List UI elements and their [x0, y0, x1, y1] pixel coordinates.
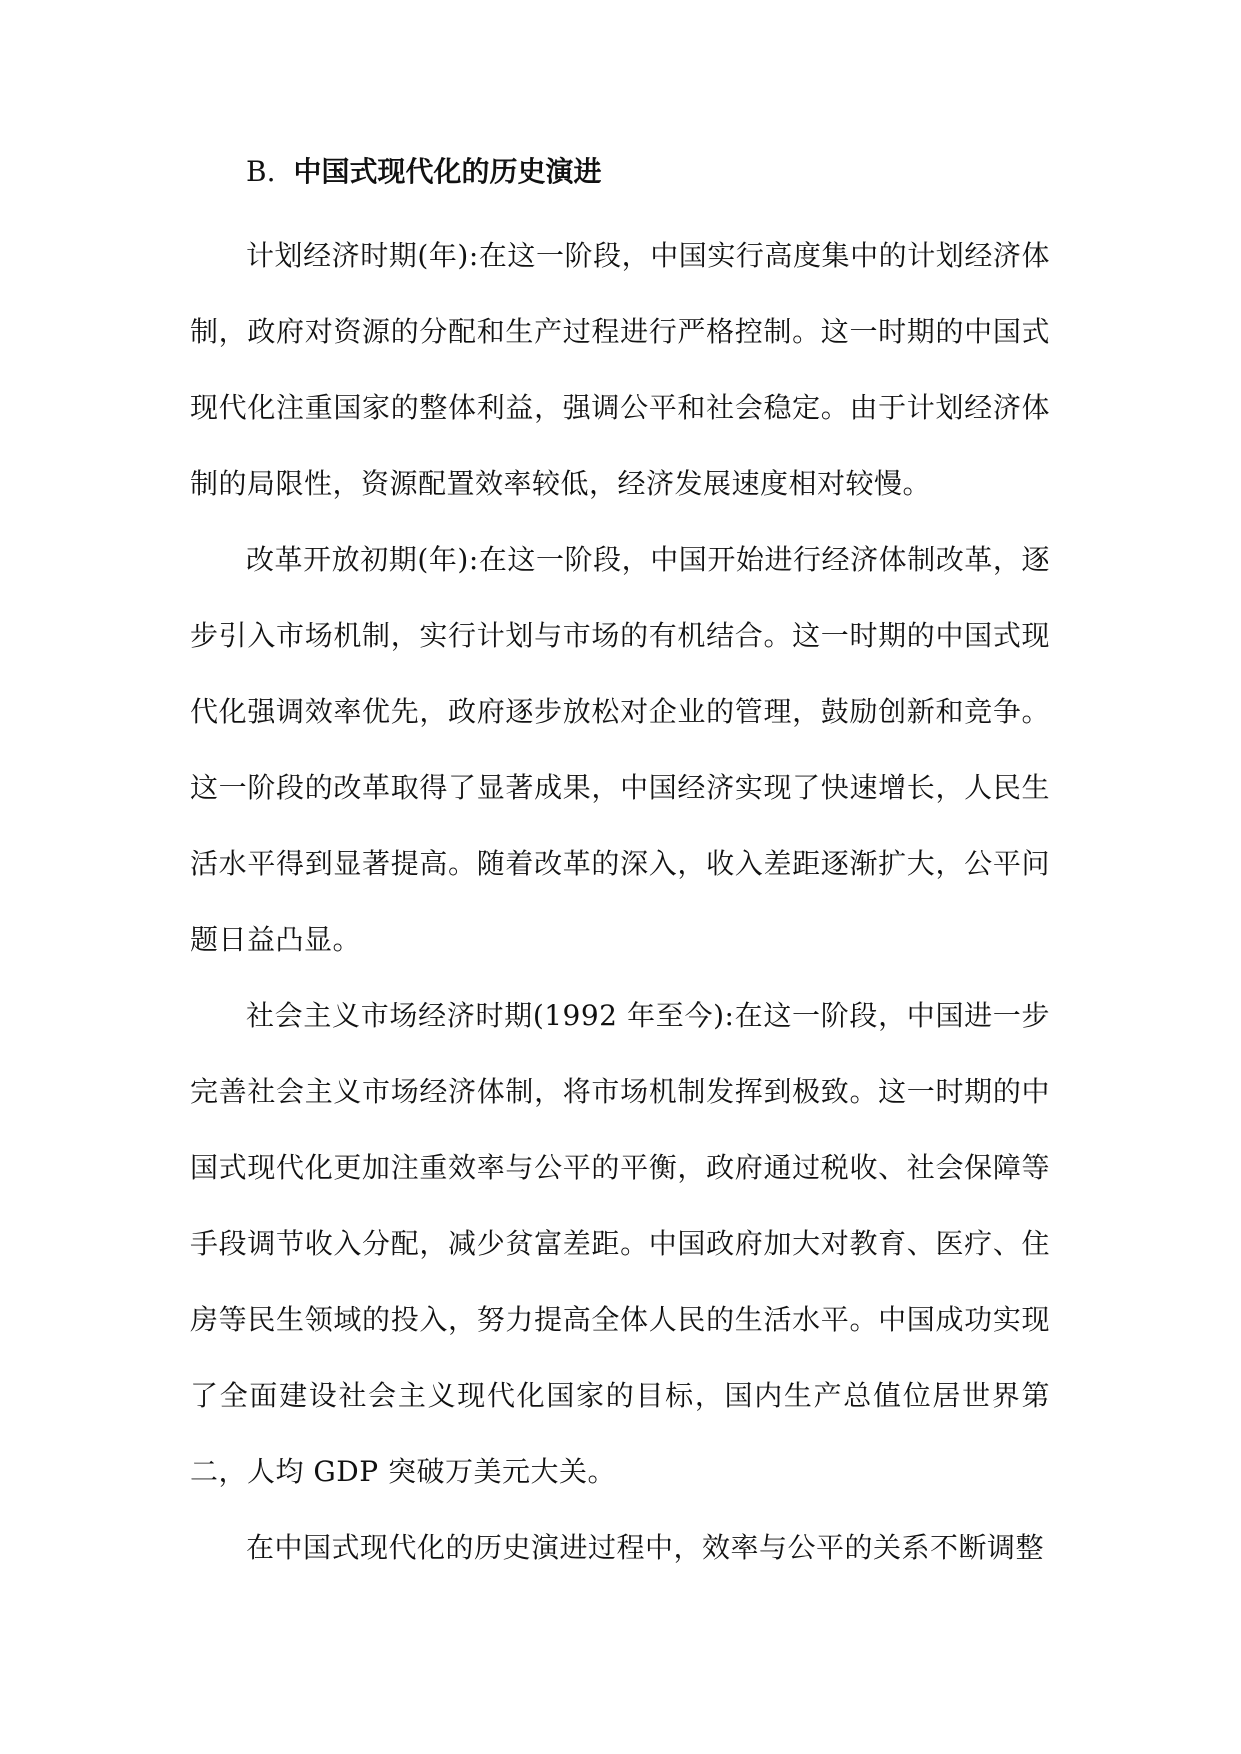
paragraph-reform-opening: 改革开放初期(年):在这一阶段，中国开始进行经济体制改革，逐步引入市场机制，实行计划与市场的有机结合。这一时期的中国式现代化强调效率优先，政府逐步放松对企业的管理，鼓励创新和竞争。这一阶段的改革取得了显著成果，中国经济实现了快速增长，人民生活水平得到显著提高。随着改革的深入，收入差距逐渐扩大，公平问题日益凸显。 — [190, 543, 1050, 956]
paragraph-efficiency-fairness: 在中国式现代化的历史演进过程中，效率与公平的关系不断调整 — [246, 1531, 1045, 1564]
section-title: 中国式现代化的历史演进 — [293, 155, 602, 188]
paragraph-planned-economy: 计划经济时期(年):在这一阶段，中国实行高度集中的计划经济体制，政府对资源的分配和生产过程进行严格控制。这一时期的中国式现代化注重国家的整体利益，强调公平和社会稳定。由于计划经济体制的局限性，资源配置效率较低，经济发展速度相对较慢。 — [190, 239, 1050, 500]
paragraph-socialist-market-economy: 社会主义市场经济时期(1992 年至今):在这一阶段，中国进一步完善社会主义市场经济体制，将市场机制发挥到极致。这一时期的中国式现代化更加注重效率与公平的平衡，政府通过税收、社会保障等手段调节收入分配，减少贫富差距。中国政府加大对教育、医疗、住房等民生领域的投入，努力提高全体人民的生活水平。中国成功实现了全面建设社会主义现代化国家的目标，国内生产总值位居世界第二，人均 GDP 突破万美元大关。 — [190, 999, 1050, 1488]
section-number: B. — [246, 155, 276, 188]
section-heading — [190, 140, 1050, 204]
document-body — [190, 140, 1050, 1586]
